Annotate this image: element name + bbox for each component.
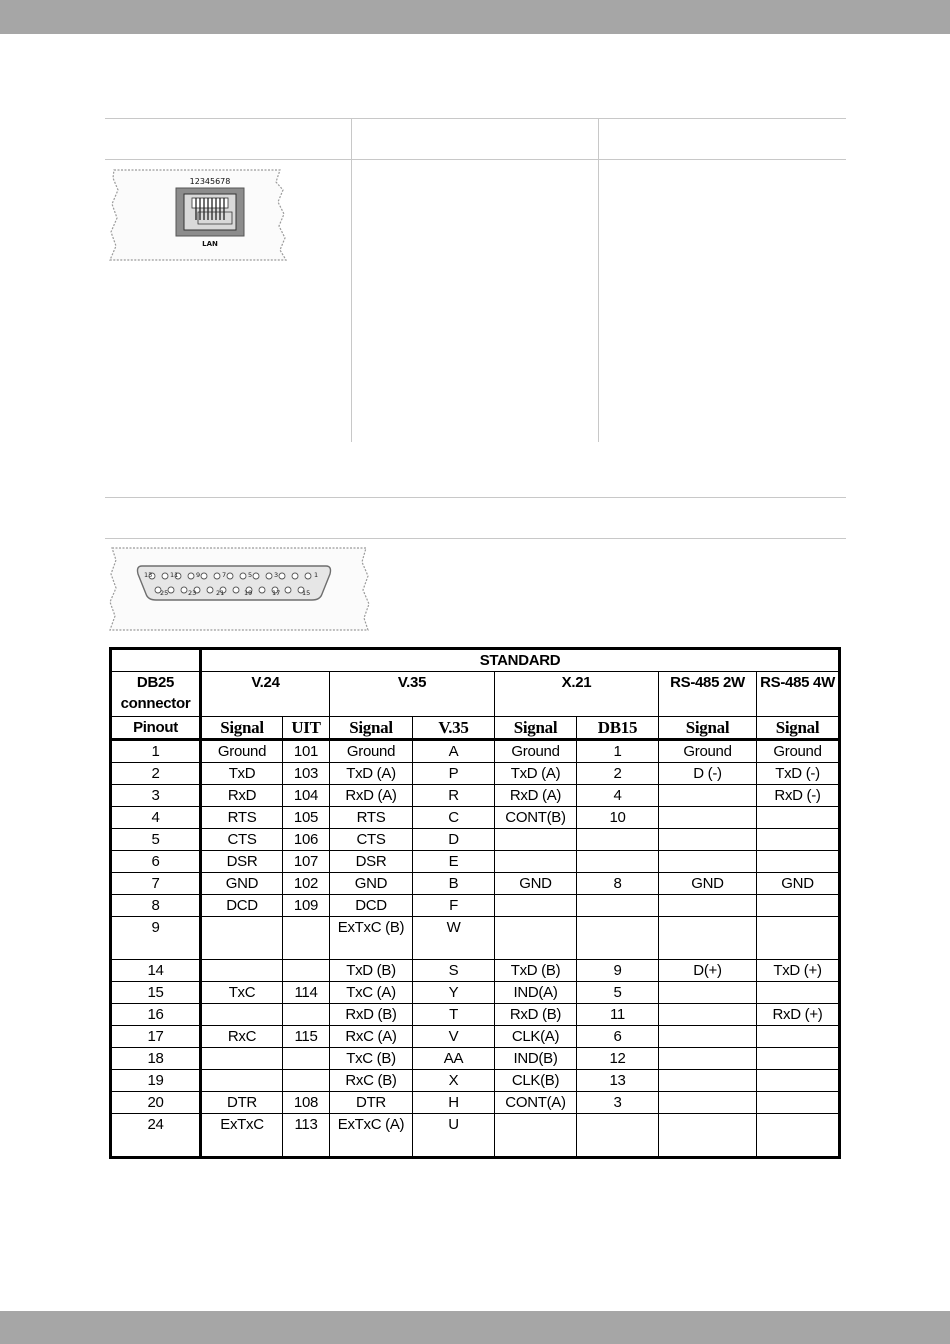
signal-cell: 5 — [577, 982, 659, 1004]
signal-cell — [283, 1048, 330, 1070]
subheader-cell: Signal — [659, 717, 757, 740]
pin-number-cell: 17 — [111, 1026, 201, 1048]
pin-label-19: 19 — [244, 589, 253, 597]
pin-number-cell: 6 — [111, 851, 201, 873]
pinout-header: Pinout — [111, 717, 201, 740]
signal-cell: 104 — [283, 785, 330, 807]
pin-label-7: 7 — [222, 571, 227, 579]
subheader-cell: Signal — [330, 717, 413, 740]
signal-cell: RxD (B) — [495, 1004, 577, 1026]
signal-cell: X — [413, 1070, 495, 1092]
signal-cell — [659, 785, 757, 807]
pin-number-cell: 16 — [111, 1004, 201, 1026]
table-row — [111, 960, 840, 982]
signal-cell: 12 — [577, 1048, 659, 1070]
signal-cell — [201, 917, 283, 960]
pin-label-1: 1 — [314, 571, 319, 579]
pin-number-cell: 24 — [111, 1114, 201, 1158]
signal-cell: GND — [757, 873, 840, 895]
signal-cell: U — [413, 1114, 495, 1158]
signal-cell: ExTxC — [201, 1114, 283, 1158]
signal-cell — [757, 851, 840, 873]
signal-cell: W — [413, 917, 495, 960]
signal-cell — [659, 1092, 757, 1114]
signal-cell: D(+) — [659, 960, 757, 982]
pin-number-cell: 19 — [111, 1070, 201, 1092]
signal-cell: RxC (B) — [330, 1070, 413, 1092]
signal-cell: 113 — [283, 1114, 330, 1158]
signal-cell: CTS — [330, 829, 413, 851]
signal-cell: C — [413, 807, 495, 829]
signal-cell: CONT(A) — [495, 1092, 577, 1114]
signal-cell — [659, 982, 757, 1004]
column-divider — [351, 118, 352, 442]
column-divider — [598, 118, 599, 442]
signal-cell: RxD (B) — [330, 1004, 413, 1026]
signal-cell: DCD — [330, 895, 413, 917]
table-row — [111, 740, 840, 763]
signal-cell — [659, 829, 757, 851]
signal-cell: RxD (-) — [757, 785, 840, 807]
group-header-v35: V.35 — [330, 672, 495, 717]
pin-label-3: 3 — [274, 571, 279, 579]
signal-cell: TxD (+) — [757, 960, 840, 982]
signal-cell — [201, 1048, 283, 1070]
signal-cell — [757, 917, 840, 960]
signal-cell: RxC (A) — [330, 1026, 413, 1048]
signal-cell — [283, 917, 330, 960]
signal-cell: 6 — [577, 1026, 659, 1048]
pin-label-15: 15 — [302, 589, 311, 597]
signal-cell: 108 — [283, 1092, 330, 1114]
signal-cell: RTS — [330, 807, 413, 829]
signal-cell — [757, 1048, 840, 1070]
table-row — [111, 1070, 840, 1092]
signal-cell: S — [413, 960, 495, 982]
pin-label-23: 23 — [188, 589, 197, 597]
pin-number-cell: 14 — [111, 960, 201, 982]
signal-cell — [495, 1114, 577, 1158]
signal-cell: 4 — [577, 785, 659, 807]
signal-cell — [757, 895, 840, 917]
signal-cell: Ground — [757, 740, 840, 763]
pin-label-17: 17 — [272, 589, 281, 597]
signal-cell: GND — [659, 873, 757, 895]
signal-cell: TxD (-) — [757, 763, 840, 785]
signal-cell — [757, 829, 840, 851]
signal-cell: ExTxC (B) — [330, 917, 413, 960]
pin-label-21: 21 — [216, 589, 225, 597]
signal-cell — [283, 960, 330, 982]
signal-cell: 109 — [283, 895, 330, 917]
table-row — [111, 829, 840, 851]
subheader-cell: Signal — [757, 717, 840, 740]
signal-cell: CLK(B) — [495, 1070, 577, 1092]
signal-cell: 106 — [283, 829, 330, 851]
signal-cell: RxC — [201, 1026, 283, 1048]
signal-cell — [283, 1070, 330, 1092]
pin-label-9: 9 — [196, 571, 201, 579]
signal-cell — [659, 1004, 757, 1026]
signal-cell: H — [413, 1092, 495, 1114]
signal-cell — [201, 1070, 283, 1092]
signal-cell: 1 — [577, 740, 659, 763]
table-row — [111, 1004, 840, 1026]
signal-cell — [201, 960, 283, 982]
subheader-cell: Signal — [495, 717, 577, 740]
signal-cell: TxD (B) — [330, 960, 413, 982]
signal-cell: 10 — [577, 807, 659, 829]
signal-cell — [757, 1026, 840, 1048]
signal-cell — [757, 1070, 840, 1092]
section-top-rule — [105, 497, 846, 498]
pin-number-cell: 3 — [111, 785, 201, 807]
signal-cell — [577, 851, 659, 873]
group-header-rs485-4w: RS-485 4W — [757, 672, 840, 717]
signal-cell: 2 — [577, 763, 659, 785]
signal-cell: 115 — [283, 1026, 330, 1048]
pin-number-cell: 20 — [111, 1092, 201, 1114]
table-row — [111, 1026, 840, 1048]
subheader-cell: UIT — [283, 717, 330, 740]
signal-cell: Ground — [495, 740, 577, 763]
signal-cell: 3 — [577, 1092, 659, 1114]
signal-cell: E — [413, 851, 495, 873]
signal-cell: 105 — [283, 807, 330, 829]
signal-cell — [659, 1070, 757, 1092]
signal-cell: TxD — [201, 763, 283, 785]
signal-cell: Ground — [330, 740, 413, 763]
signal-cell: CLK(A) — [495, 1026, 577, 1048]
signal-cell: 114 — [283, 982, 330, 1004]
signal-cell: R — [413, 785, 495, 807]
signal-cell: F — [413, 895, 495, 917]
db25-connector-illustration — [108, 546, 370, 639]
signal-cell — [201, 1004, 283, 1026]
signal-cell: 107 — [283, 851, 330, 873]
signal-cell: 8 — [577, 873, 659, 895]
pin-number-cell: 18 — [111, 1048, 201, 1070]
signal-cell: Ground — [659, 740, 757, 763]
group-header-v24: V.24 — [201, 672, 330, 717]
page-header-bar — [0, 0, 950, 34]
signal-cell: DSR — [330, 851, 413, 873]
signal-cell — [659, 1048, 757, 1070]
signal-cell — [659, 1026, 757, 1048]
pin-number-cell: 7 — [111, 873, 201, 895]
signal-cell — [283, 1004, 330, 1026]
table-row — [111, 1092, 840, 1114]
signal-cell: Ground — [201, 740, 283, 763]
signal-cell: GND — [495, 873, 577, 895]
signal-cell: CTS — [201, 829, 283, 851]
signal-cell: TxD (A) — [330, 763, 413, 785]
signal-cell: 102 — [283, 873, 330, 895]
signal-cell: RxD (A) — [330, 785, 413, 807]
group-header-x21: X.21 — [495, 672, 659, 717]
table-row — [111, 917, 840, 960]
signal-cell — [577, 829, 659, 851]
signal-cell: TxC (B) — [330, 1048, 413, 1070]
table-row — [111, 785, 840, 807]
table-row — [111, 807, 840, 829]
connector-header: DB25 connector — [111, 672, 201, 717]
signal-cell — [577, 917, 659, 960]
signal-cell: T — [413, 1004, 495, 1026]
pin-number-cell: 15 — [111, 982, 201, 1004]
signal-cell: DTR — [201, 1092, 283, 1114]
pin-label-5: 5 — [248, 571, 253, 579]
signal-cell — [659, 807, 757, 829]
signal-cell: RxD (A) — [495, 785, 577, 807]
signal-cell — [757, 1114, 840, 1158]
signal-cell: 103 — [283, 763, 330, 785]
table-row — [111, 982, 840, 1004]
pin-number-cell: 4 — [111, 807, 201, 829]
lan-connector-illustration — [108, 168, 290, 269]
signal-cell: GND — [201, 873, 283, 895]
signal-cell: D — [413, 829, 495, 851]
table-row — [111, 873, 840, 895]
subheader-cell: DB15 — [577, 717, 659, 740]
table-row — [111, 1114, 840, 1158]
signal-cell: P — [413, 763, 495, 785]
signal-cell: AA — [413, 1048, 495, 1070]
signal-cell: DCD — [201, 895, 283, 917]
pin-number-cell: 1 — [111, 740, 201, 763]
signal-cell — [659, 917, 757, 960]
signal-cell: ExTxC (A) — [330, 1114, 413, 1158]
signal-cell: TxD (B) — [495, 960, 577, 982]
signal-cell: B — [413, 873, 495, 895]
pin-number-cell: 5 — [111, 829, 201, 851]
signal-cell — [757, 982, 840, 1004]
subheader-cell: V.35 — [413, 717, 495, 740]
signal-cell: IND(A) — [495, 982, 577, 1004]
signal-cell: DSR — [201, 851, 283, 873]
signal-cell: TxC (A) — [330, 982, 413, 1004]
signal-cell: GND — [330, 873, 413, 895]
signal-cell: 101 — [283, 740, 330, 763]
signal-cell: Y — [413, 982, 495, 1004]
pin-number-cell: 2 — [111, 763, 201, 785]
group-header-rs485-2w: RS-485 2W — [659, 672, 757, 717]
pin-number-cell: 8 — [111, 895, 201, 917]
pin-label-25: 25 — [160, 589, 169, 597]
signal-cell — [757, 1092, 840, 1114]
signal-cell: TxC — [201, 982, 283, 1004]
signal-cell: D (-) — [659, 763, 757, 785]
signal-cell: TxD (A) — [495, 763, 577, 785]
table-row — [111, 763, 840, 785]
standard-header: STANDARD — [201, 649, 840, 672]
table-row — [111, 895, 840, 917]
signal-cell — [659, 895, 757, 917]
table-top-rule — [105, 118, 846, 119]
signal-cell: RxD (+) — [757, 1004, 840, 1026]
db25-pinout-table — [109, 647, 841, 1159]
page-footer-bar — [0, 1311, 950, 1344]
subheader-cell: Signal — [201, 717, 283, 740]
signal-cell: IND(B) — [495, 1048, 577, 1070]
signal-cell: RxD — [201, 785, 283, 807]
signal-cell: 9 — [577, 960, 659, 982]
signal-cell — [495, 895, 577, 917]
lan-port-label: LAN — [202, 240, 218, 248]
pin-number-cell: 9 — [111, 917, 201, 960]
signal-cell: V — [413, 1026, 495, 1048]
pin-label-11: 11 — [170, 571, 179, 579]
signal-cell: 13 — [577, 1070, 659, 1092]
pin-label-13: 13 — [144, 571, 153, 579]
signal-cell: 11 — [577, 1004, 659, 1026]
table-header-rule — [105, 159, 846, 160]
signal-cell: DTR — [330, 1092, 413, 1114]
signal-cell: CONT(B) — [495, 807, 577, 829]
signal-cell — [495, 829, 577, 851]
table-row — [111, 1048, 840, 1070]
signal-cell: RTS — [201, 807, 283, 829]
signal-cell — [659, 851, 757, 873]
corner-cell — [111, 649, 201, 672]
signal-cell — [757, 807, 840, 829]
signal-cell — [659, 1114, 757, 1158]
table-row — [111, 851, 840, 873]
signal-cell — [577, 895, 659, 917]
signal-cell: A — [413, 740, 495, 763]
signal-cell — [495, 851, 577, 873]
section-header-rule — [105, 538, 846, 539]
signal-cell — [577, 1114, 659, 1158]
signal-cell — [495, 917, 577, 960]
pinout-body — [111, 740, 840, 1158]
rj45-pin-numbers: 12345678 — [189, 177, 231, 186]
